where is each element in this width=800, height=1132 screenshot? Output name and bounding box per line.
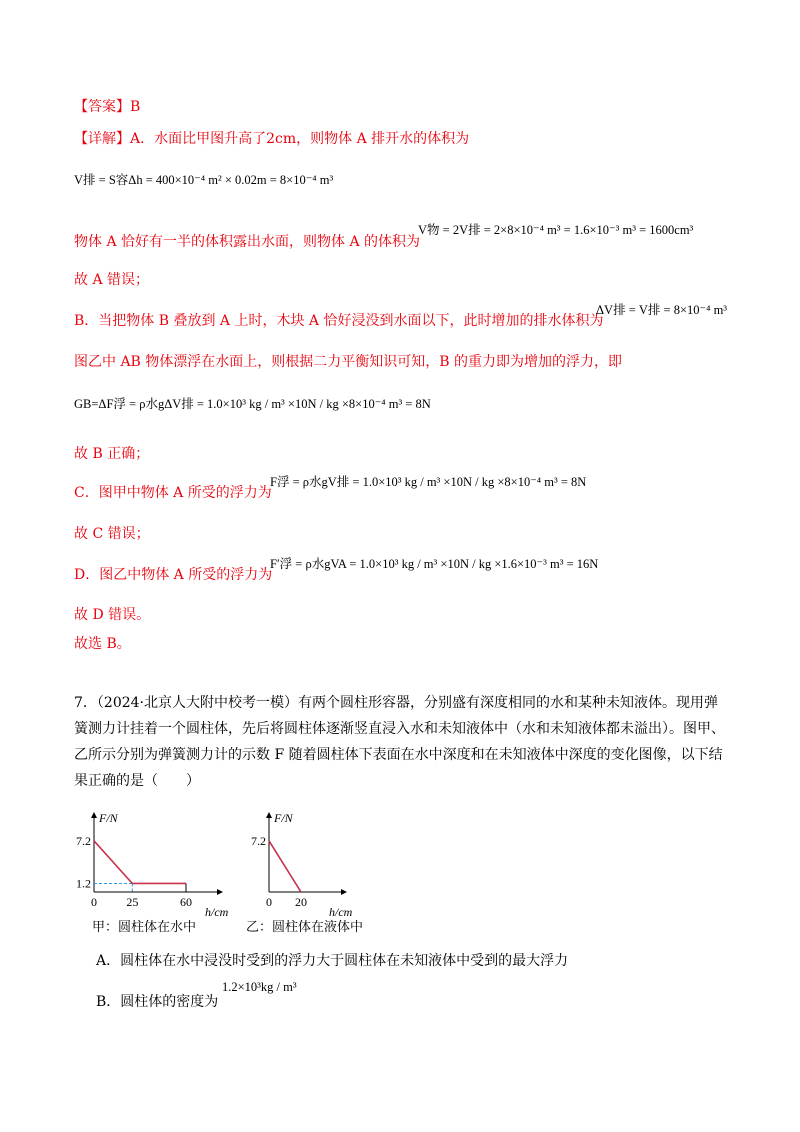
graph-water [70, 808, 230, 920]
line-a-wrong: 故 A 错误； [74, 272, 150, 288]
x-tick-label: 0 [266, 895, 272, 909]
option-a: A．圆柱体在水中浸没时受到的浮力大于圆柱体在未知液体中受到的最大浮力 [96, 953, 569, 969]
y-axis-label: F/N [274, 811, 293, 825]
series-line [94, 841, 186, 884]
line-choose: 故选 B。 [74, 636, 131, 652]
option-b: B．圆柱体的密度为 [96, 994, 219, 1010]
line-d-wrong: 故 D 错误。 [74, 607, 151, 623]
line-c-wrong: 故 C 错误； [74, 526, 150, 542]
formula-displaced-volume: V排 = S容Δh = 400×10⁻⁴ m² × 0.02m = 8×10⁻⁴ m³ [74, 173, 334, 187]
formula-buoyancy-c: F浮 = ρ水gV排 = 1.0×10³ kg / m³ ×10N / kg ×8×10⁻⁴ m³ = 8N [270, 475, 587, 489]
question-7-line-1: 7．（2024·北京人大附中校考一模）有两个圆柱形容器，分别盛有深度相同的水和某种未知液体。现用弹 [74, 695, 718, 711]
formula-buoyancy-d: F′浮 = ρ水gVA = 1.0×10³ kg / m³ ×10N / kg ×1.6×10⁻³ m³ = 16N [270, 557, 599, 571]
graph-liquid-caption: 乙：圆柱体在液体中 [246, 920, 364, 935]
line-c: C．图甲中物体 A 所受的浮力为 [74, 485, 272, 501]
line-b: B．当把物体 B 叠放到 A 上时，木块 A 恰好浸没到水面以下，此时增加的排水体积为 [74, 313, 604, 329]
graph-water-caption: 甲：圆柱体在水中 [92, 920, 197, 935]
y-axis-arrow [91, 812, 97, 818]
y-axis-arrow [266, 812, 272, 818]
detail-line-a: 【详解】A．水面比甲图升高了2cm，则物体 A 排开水的体积为 [74, 131, 470, 147]
x-tick-label: 0 [91, 895, 97, 909]
x-tick-label: 25 [126, 895, 139, 909]
formula-delta-volume: ΔV排 = V排 = 8×10⁻⁴ m³ [596, 303, 728, 317]
y-axis-label: F/N [99, 811, 118, 825]
x-axis-arrow [341, 889, 347, 895]
x-tick-label: 60 [180, 895, 192, 909]
x-axis-label: h/cm [205, 905, 229, 919]
question-7 [74, 690, 734, 794]
line-b-2: 图乙中 AB 物体漂浮在水面上，则根据二力平衡知识可知，B 的重力即为增加的浮力，即 [74, 354, 623, 370]
formula-object-volume: V物 = 2V排 = 2×8×10⁻⁴ m³ = 1.6×10⁻³ m³ = 1600cm³ [418, 223, 694, 237]
answer-label: 【答案】B [74, 99, 141, 115]
graph-liquid [245, 808, 365, 920]
y-tick-label: 1.2 [76, 876, 91, 891]
x-axis-label: h/cm [329, 905, 353, 919]
series-line [269, 841, 301, 892]
x-axis-arrow [217, 889, 223, 895]
formula-gravity-b: GB=ΔF浮 = ρ水gΔV排 = 1.0×10³ kg / m³ ×10N / kg ×8×10⁻⁴ m³ = 8N [74, 397, 431, 411]
x-tick-label: 20 [295, 895, 307, 909]
y-tick-label: 7.2 [251, 833, 266, 848]
question-7-line-2: 簧测力计挂着一个圆柱体，先后将圆柱体逐渐竖直浸入水和未知液体中（水和未知液体都未溢出）。图甲、 [74, 721, 725, 737]
line-b-right: 故 B 正确； [74, 446, 150, 462]
question-7-line-3: 乙所示分别为弹簧测力计的示数 F 随着圆柱体下表面在水中深度和在未知液体中深度的变化图像，以下结 [74, 747, 723, 763]
line-d: D．图乙中物体 A 所受的浮力为 [74, 567, 273, 583]
formula-density: 1.2×10³kg / m³ [222, 980, 297, 994]
line-a-volume: 物体 A 恰好有一半的体积露出水面，则物体 A 的体积为 [74, 234, 421, 250]
y-tick-label: 7.2 [76, 833, 91, 848]
question-7-line-4: 果正确的是（ ） [74, 773, 200, 789]
